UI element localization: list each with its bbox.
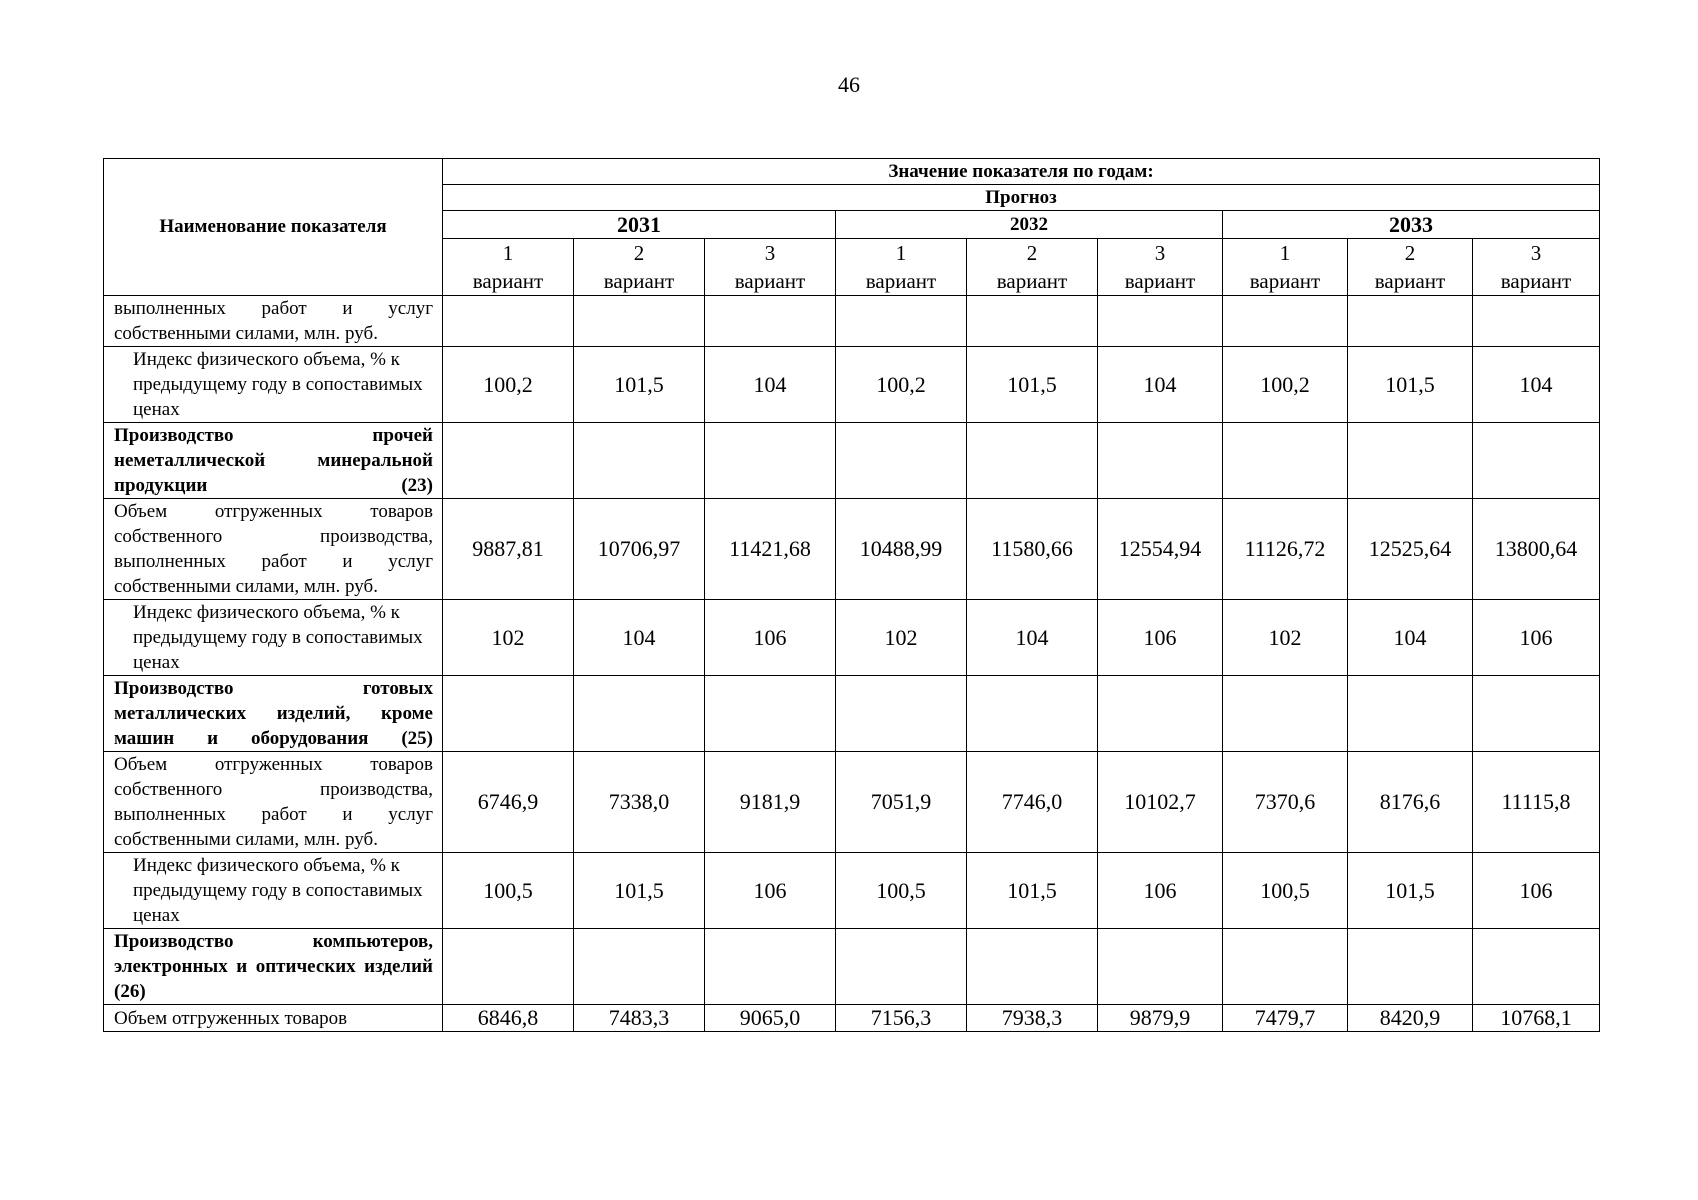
value-cell — [574, 676, 705, 752]
value-cell: 104 — [1098, 347, 1223, 423]
value-cell — [836, 929, 967, 1005]
value-cell: 100,5 — [1223, 853, 1348, 929]
value-cell: 6746,9 — [443, 752, 574, 853]
value-cell — [443, 423, 574, 499]
value-cell: 7479,7 — [1223, 1005, 1348, 1032]
value-cell — [967, 423, 1098, 499]
table-row — [104, 347, 1600, 423]
value-cell: 106 — [1473, 853, 1600, 929]
indicator-name: Объем отгруженных товаров собственного производства, выполненных работ и услуг собственными силами, млн. руб. — [104, 499, 443, 600]
value-cell: 106 — [1098, 600, 1223, 676]
value-cell: 100,5 — [443, 853, 574, 929]
value-cell — [1473, 929, 1600, 1005]
value-cell: 101,5 — [574, 853, 705, 929]
table-row — [104, 752, 1600, 853]
value-cell — [1223, 296, 1348, 347]
variant-header — [1348, 239, 1473, 296]
value-cell: 100,2 — [836, 347, 967, 423]
variant-number: 1 — [502, 241, 514, 265]
value-cell: 11115,8 — [1473, 752, 1600, 853]
variant-label: вариант — [996, 269, 1068, 293]
variant-label: вариант — [472, 269, 544, 293]
variant-number: 3 — [764, 241, 776, 265]
indicator-name: Индекс физического объема, % к предыдущему году в сопоставимых ценах — [104, 347, 443, 423]
value-cell: 9879,9 — [1098, 1005, 1223, 1032]
variant-label: вариант — [1124, 269, 1196, 293]
table-row — [104, 600, 1600, 676]
value-cell: 8176,6 — [1348, 752, 1473, 853]
indicator-name: Индекс физического объема, % к предыдущему году в сопоставимых ценах — [104, 853, 443, 929]
indicator-name: Производство прочей неметаллической минеральной продукции (23) — [104, 423, 443, 499]
value-cell — [1223, 676, 1348, 752]
value-cell: 101,5 — [1348, 853, 1473, 929]
value-cell — [705, 423, 836, 499]
variant-header — [836, 239, 967, 296]
value-cell: 100,2 — [443, 347, 574, 423]
value-cell — [1348, 929, 1473, 1005]
value-cell — [1473, 676, 1600, 752]
value-cell — [1348, 296, 1473, 347]
table-row — [104, 853, 1600, 929]
value-cell: 10706,97 — [574, 499, 705, 600]
variant-label: вариант — [734, 269, 806, 293]
variant-label: вариант — [1374, 269, 1446, 293]
value-cell: 106 — [1473, 600, 1600, 676]
value-cell: 7156,3 — [836, 1005, 967, 1032]
value-cell — [1098, 423, 1223, 499]
indicator-name: выполненных работ и услуг собственными силами, млн. руб. — [104, 296, 443, 347]
value-cell — [1098, 929, 1223, 1005]
value-cell: 102 — [443, 600, 574, 676]
value-cell — [574, 929, 705, 1005]
value-cell: 104 — [574, 600, 705, 676]
variant-label: вариант — [865, 269, 937, 293]
variant-number: 3 — [1530, 241, 1542, 265]
indicator-name: Индекс физического объема, % к предыдущему году в сопоставимых ценах — [104, 600, 443, 676]
variant-header — [705, 239, 836, 296]
value-cell — [836, 296, 967, 347]
value-cell: 104 — [1348, 600, 1473, 676]
table-row — [104, 676, 1600, 752]
value-cell: 12554,94 — [1098, 499, 1223, 600]
value-cell — [443, 929, 574, 1005]
forecast-header: Прогноз — [443, 185, 1600, 211]
table-row — [104, 296, 1600, 347]
value-cell — [443, 296, 574, 347]
value-cell: 102 — [1223, 600, 1348, 676]
variant-number: 2 — [633, 241, 645, 265]
value-cell: 104 — [1473, 347, 1600, 423]
table-row — [104, 499, 1600, 600]
forecast-table — [103, 158, 1600, 1032]
value-cell — [836, 423, 967, 499]
variant-number: 3 — [1154, 241, 1166, 265]
value-cell: 6846,8 — [443, 1005, 574, 1032]
value-cell: 101,5 — [967, 347, 1098, 423]
value-cell: 104 — [705, 347, 836, 423]
value-cell — [443, 676, 574, 752]
value-cell — [1473, 423, 1600, 499]
value-cell: 9887,81 — [443, 499, 574, 600]
variant-header — [967, 239, 1098, 296]
value-cell: 11126,72 — [1223, 499, 1348, 600]
page-number: 46 — [838, 72, 860, 97]
indicator-name: Производство компьютеров, электронных и оптических изделий (26) — [104, 929, 443, 1005]
value-cell: 10488,99 — [836, 499, 967, 600]
value-cell: 106 — [1098, 853, 1223, 929]
variant-header — [574, 239, 705, 296]
value-cell: 104 — [967, 600, 1098, 676]
value-cell — [1348, 423, 1473, 499]
value-cell: 11580,66 — [967, 499, 1098, 600]
value-cell: 7483,3 — [574, 1005, 705, 1032]
value-cell: 9181,9 — [705, 752, 836, 853]
table-body — [104, 296, 1600, 1032]
table-row — [104, 1005, 1600, 1032]
value-cell: 101,5 — [574, 347, 705, 423]
value-cell: 7051,9 — [836, 752, 967, 853]
variant-number: 1 — [895, 241, 907, 265]
value-cell: 101,5 — [967, 853, 1098, 929]
value-cell — [705, 296, 836, 347]
value-cell: 100,5 — [836, 853, 967, 929]
value-cell — [705, 929, 836, 1005]
value-cell — [836, 676, 967, 752]
variant-label: вариант — [1500, 269, 1572, 293]
table-header — [104, 159, 1600, 296]
indicator-name: Объем отгруженных товаров — [104, 1005, 443, 1032]
value-cell: 10102,7 — [1098, 752, 1223, 853]
value-cell — [967, 676, 1098, 752]
value-cell: 102 — [836, 600, 967, 676]
value-cell — [967, 929, 1098, 1005]
value-cell — [1473, 296, 1600, 347]
value-cell — [1098, 296, 1223, 347]
value-cell: 11421,68 — [705, 499, 836, 600]
value-cell: 7746,0 — [967, 752, 1098, 853]
value-cell: 106 — [705, 853, 836, 929]
value-cell: 7938,3 — [967, 1005, 1098, 1032]
values-by-year-header: Значение показателя по годам: — [443, 159, 1600, 185]
value-cell: 106 — [705, 600, 836, 676]
variant-header — [1473, 239, 1600, 296]
value-cell: 9065,0 — [705, 1005, 836, 1032]
indicator-name: Производство готовых металлических изделий, кроме машин и оборудования (25) — [104, 676, 443, 752]
value-cell: 100,2 — [1223, 347, 1348, 423]
year-2031-header: 2031 — [443, 211, 836, 239]
variant-number: 1 — [1279, 241, 1291, 265]
value-cell — [1348, 676, 1473, 752]
value-cell — [574, 296, 705, 347]
value-cell — [1223, 423, 1348, 499]
value-cell: 7338,0 — [574, 752, 705, 853]
variant-number: 2 — [1404, 241, 1416, 265]
variant-header — [443, 239, 574, 296]
variant-header — [1223, 239, 1348, 296]
variant-label: вариант — [1249, 269, 1321, 293]
value-cell: 101,5 — [1348, 347, 1473, 423]
indicator-name-header: Наименование показателя — [104, 159, 443, 296]
variant-label: вариант — [603, 269, 675, 293]
year-2032-header: 2032 — [836, 211, 1223, 239]
indicator-name: Объем отгруженных товаров собственного производства, выполненных работ и услуг собственными силами, млн. руб. — [104, 752, 443, 853]
variant-header — [1098, 239, 1223, 296]
value-cell — [574, 423, 705, 499]
year-2033-header: 2033 — [1223, 211, 1600, 239]
value-cell — [1098, 676, 1223, 752]
value-cell — [967, 296, 1098, 347]
value-cell — [705, 676, 836, 752]
table-row — [104, 423, 1600, 499]
value-cell: 10768,1 — [1473, 1005, 1600, 1032]
value-cell: 8420,9 — [1348, 1005, 1473, 1032]
value-cell: 7370,6 — [1223, 752, 1348, 853]
value-cell: 13800,64 — [1473, 499, 1600, 600]
value-cell: 12525,64 — [1348, 499, 1473, 600]
variant-number: 2 — [1026, 241, 1038, 265]
value-cell — [1223, 929, 1348, 1005]
table-row — [104, 929, 1600, 1005]
